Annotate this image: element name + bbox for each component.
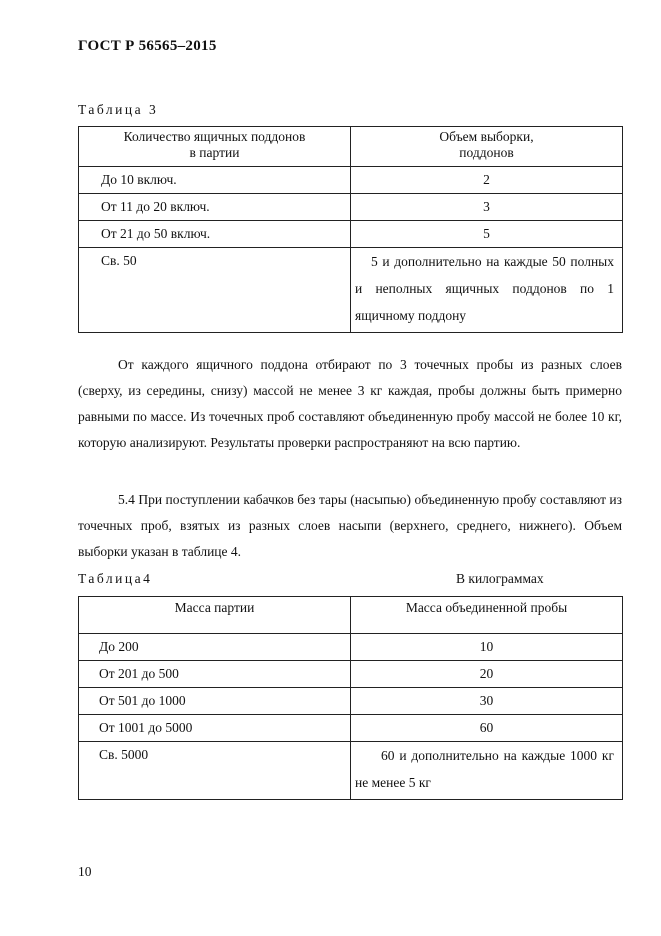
sample-cell: 10: [351, 634, 623, 661]
sample-cell: 30: [351, 688, 623, 715]
sample-cell: 5 и дополнительно на каждые 50 полных и неполных ящичных поддонов по 1 ящичному поддону: [351, 248, 623, 333]
batch-cell: Св. 5000: [79, 742, 351, 800]
table3-header-batch: [79, 127, 351, 167]
table3-header-sample: [351, 127, 623, 167]
table-row: [79, 167, 623, 194]
sample-cell: 20: [351, 661, 623, 688]
header-line: поддонов: [459, 145, 514, 160]
sample-cell: 2: [351, 167, 623, 194]
sample-cell: 60 и дополнительно на каждые 1000 кг не менее 5 кг: [351, 742, 623, 800]
sample-cell: 60: [351, 715, 623, 742]
batch-cell: До 200: [79, 634, 351, 661]
table4-header-sample: Масса объединенной пробы: [351, 597, 623, 634]
sample-cell: 5: [351, 221, 623, 248]
table3-caption: Таблица 3: [78, 102, 159, 117]
batch-cell: От 11 до 20 включ.: [79, 194, 351, 221]
batch-cell: От 501 до 1000: [79, 688, 351, 715]
batch-cell: Св. 50: [79, 248, 351, 333]
batch-cell: От 21 до 50 включ.: [79, 221, 351, 248]
table3-header-row: [79, 127, 623, 167]
table4: [78, 596, 623, 800]
table4-units: В килограммах: [456, 571, 544, 586]
sample-cell: 3: [351, 194, 623, 221]
header-line: Количество ящичных поддонов: [123, 129, 306, 144]
page-number: 10: [78, 864, 92, 879]
table3: [78, 126, 623, 333]
body-paragraph: 5.4 При поступлении кабачков без тары (насыпью) объединенную пробу составляют из точечных проб, взятых из разных слоев насыпи (верхнего, среднего, нижнего). Объем выборки указан в таблице 4.: [78, 492, 622, 559]
table-row: [79, 194, 623, 221]
table-row: [79, 634, 623, 661]
body-paragraph: От каждого ящичного поддона отбирают по 3 точечных пробы из разных слоев (сверху, из середины, снизу) массой не менее 3 кг каждая, пробы должны быть примерно равными по массе. Из точечных проб составляют объединенную пробу массой не более 10 кг, которую анализируют. Результаты проверки распространяют на всю партию.: [78, 357, 622, 450]
table-row: [79, 715, 623, 742]
table4-header-batch: Масса партии: [79, 597, 351, 634]
batch-cell: От 201 до 500: [79, 661, 351, 688]
batch-cell: До 10 включ.: [79, 167, 351, 194]
table4-header-row: [79, 597, 623, 634]
document-title: ГОСТ Р 56565–2015: [78, 38, 217, 54]
header-line: в партии: [189, 145, 240, 160]
table-row: [79, 688, 623, 715]
table-row: [79, 661, 623, 688]
table-row: [79, 742, 623, 800]
table-row: [79, 248, 623, 333]
table-row: [79, 221, 623, 248]
table4-caption: Таблица4: [78, 571, 153, 586]
header-line: Объем выборки,: [439, 129, 534, 144]
batch-cell: От 1001 до 5000: [79, 715, 351, 742]
